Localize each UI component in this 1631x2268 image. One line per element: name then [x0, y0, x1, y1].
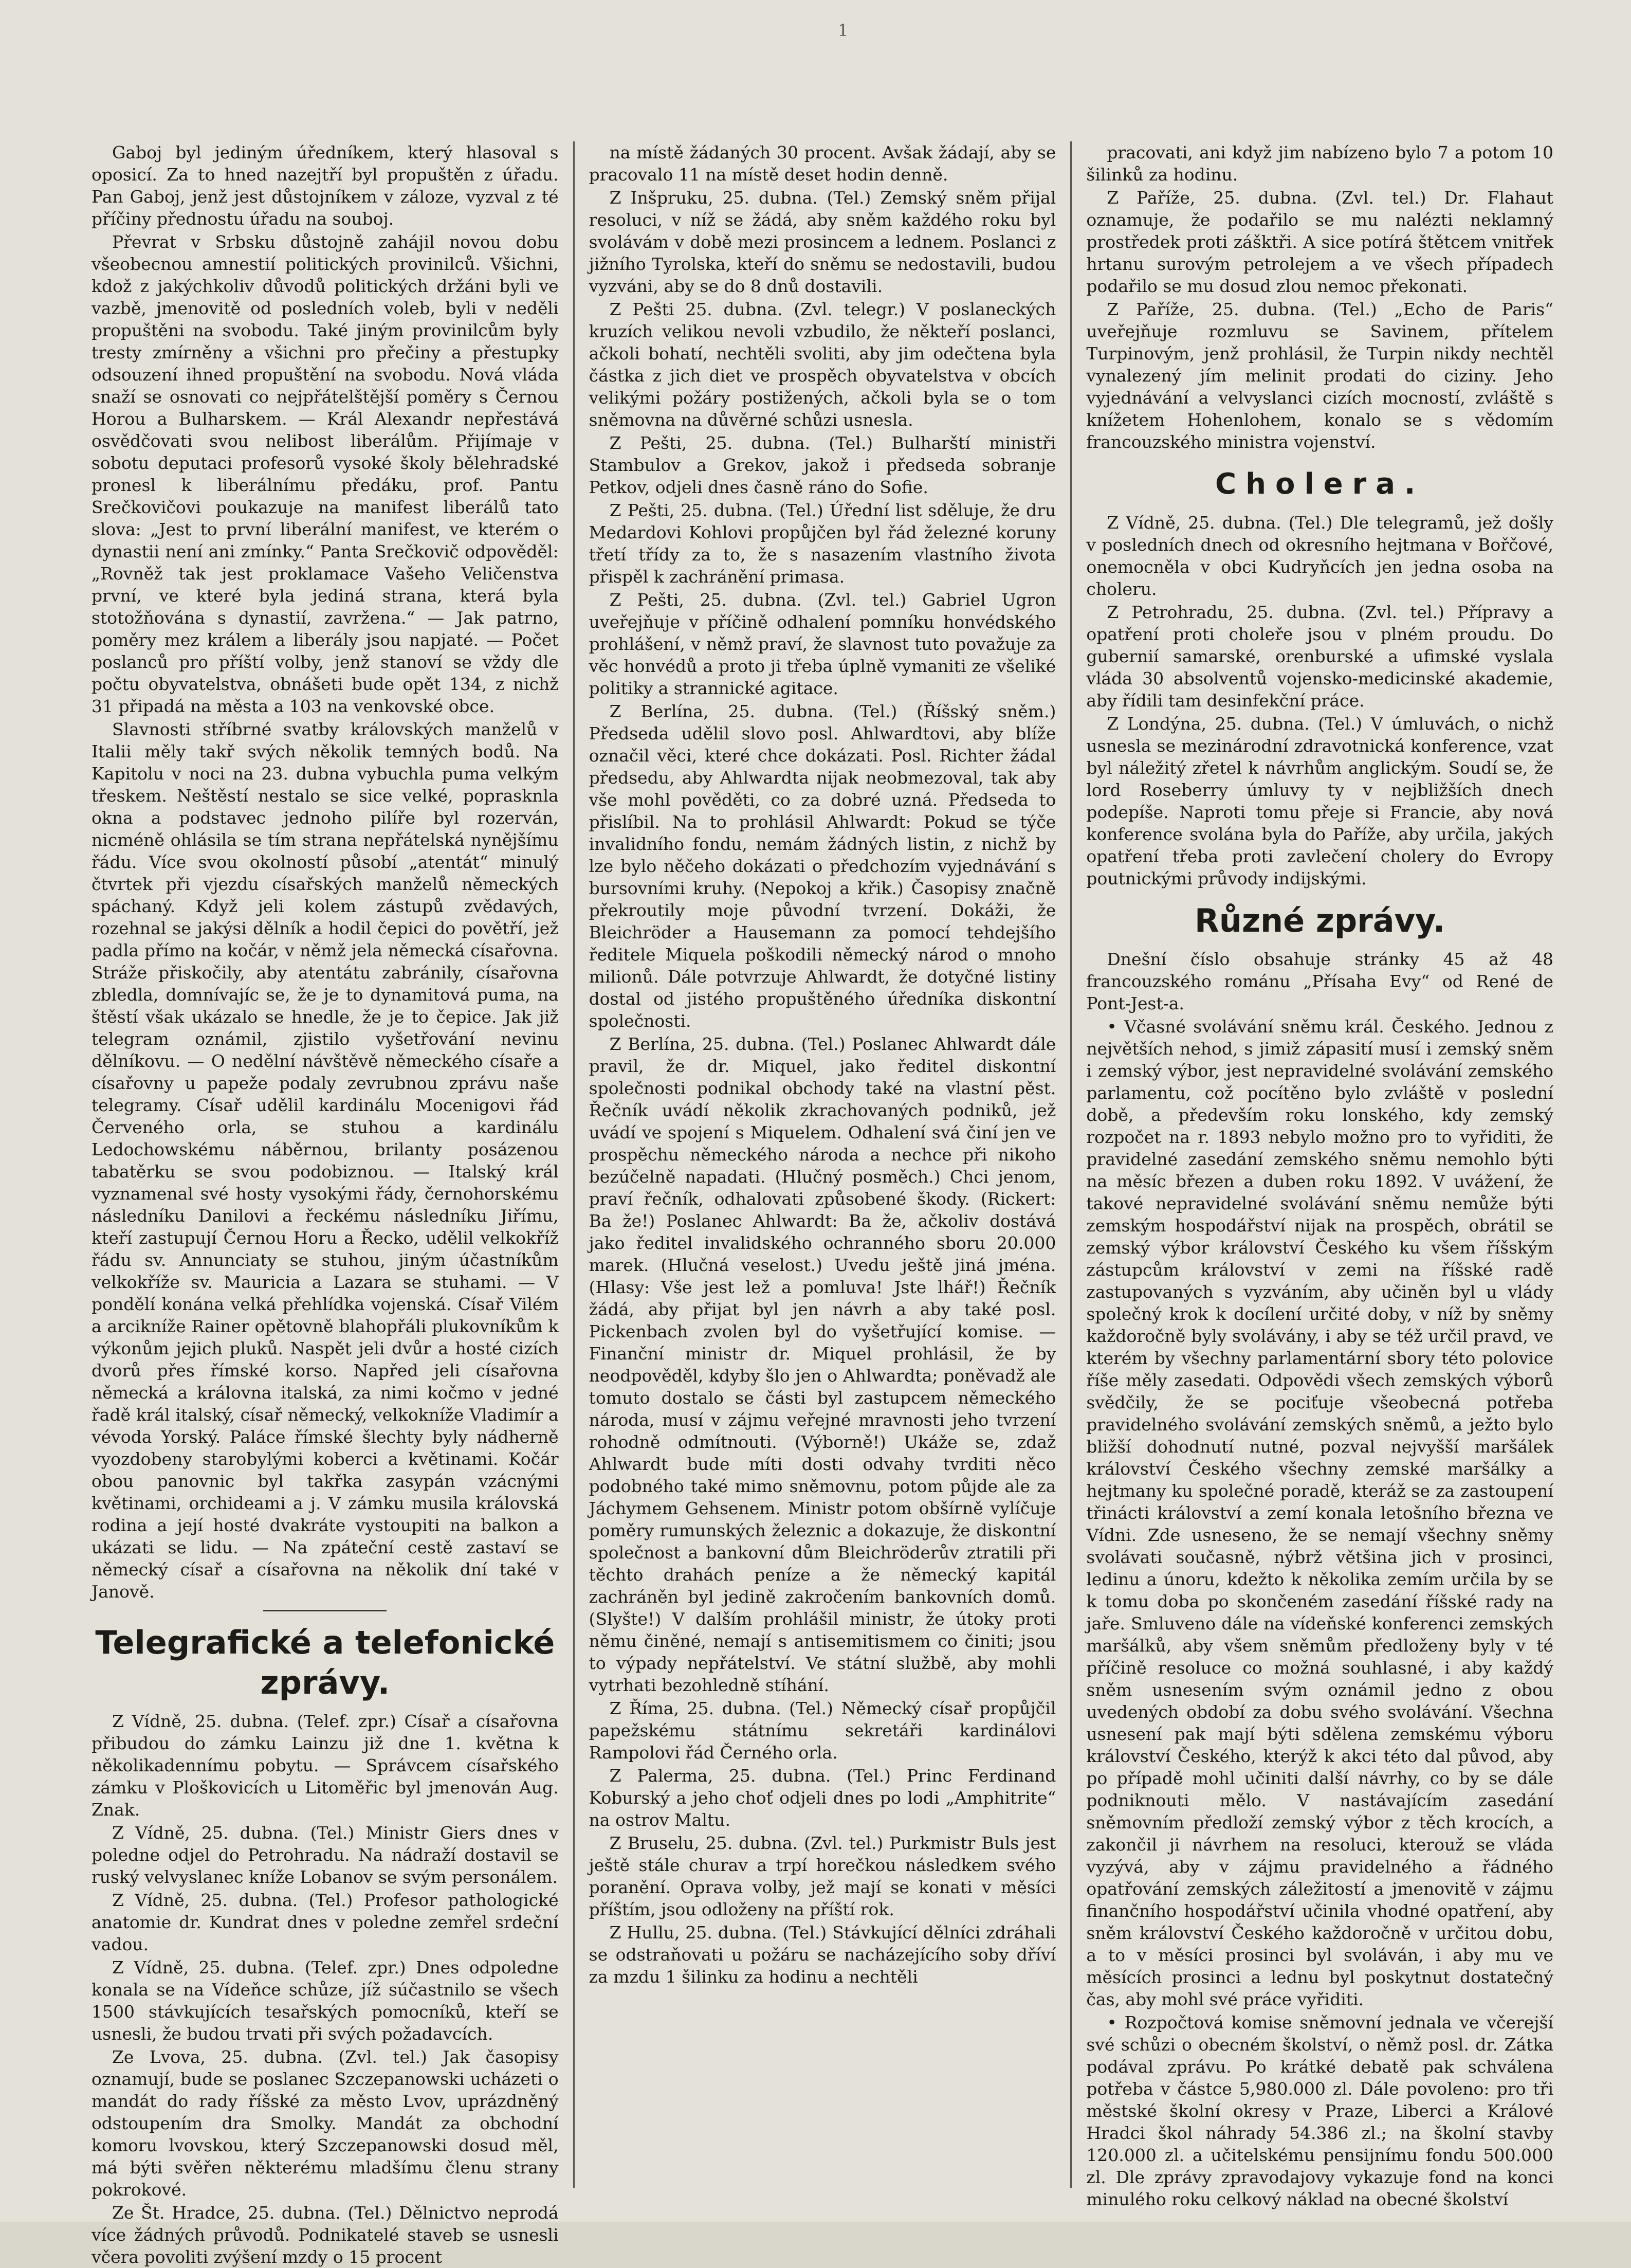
- column-3: [1070, 141, 1568, 2209]
- article-paragraph: Z Paříže, 25. dubna. (Zvl. tel.) Dr. Flahaut oznamuje, že podařilo se mu nalézti neklamný prostředek proti zášktři. A sice potírá štětcem vnitřek hrtanu surovým petrolejem a ve všech případech podařilo se mu dosud zlou nemoc překonati.: [1086, 188, 1554, 296]
- article-paragraph: Z Říma, 25. dubna. (Tel.) Německý císař propůjčil papežskému státnímu sekretáři kardinálovi Rampolovi řád Černého orla.: [589, 1698, 1056, 1763]
- section-heading: Telegrafické a telefonické zprávy.: [95, 1624, 555, 1701]
- article-paragraph: Z Pešti, 25. dubna. (Tel.) Úřední list sděluje, že dru Medardovi Kohlovi propůjčen byl řád železné koruny třetí třídy za to, že s nasazením vlastního života přispěl k zachránění primasa.: [589, 500, 1056, 587]
- article-paragraph: Z Berlína, 25. dubna. (Tel.) (Říšský sněm.) Předseda udělil slovo posl. Ahlwardtovi, aby blíže označil věci, které chce dokázati. Posl. Richter žádal předsedu, aby Ahlwardta nijak neobmezoval, tak aby vše mohl pověděti, co za dobré uzná. Předseda to přislíbil. Na to prohlásil Ahlwardt: Pokud se týče invalidního fondu, nemám žádných listin, z nichž by lze bylo něčeho dokázati o předchozím vyjednávání s bursovními kruhy. (Nepokoj a křik.) Časopisy značně překroutily moje původní tvrzení. Dokáži, že Bleichröder a Hausemann za pomocí tehdejšího ředitele Miquela poškodili německý národ o mnoho milionů. Dále potvrzuje Ahlwardt, že dotyčné listiny dostal od jistého propuštěného úředníka diskontní společnosti.: [589, 701, 1056, 1031]
- article-paragraph: Z Vídně, 25. dubna. (Telef. zpr.) Dnes odpoledne konala se na Vídeňce schůze, jíž súčastnilo se všech 1500 stávkujících tesařských pomocníků, kteří se usnesli, že budou trvati při svých požadavcích.: [91, 1957, 559, 2044]
- article-paragraph: Slavnosti stříbrné svatby královských manželů v Italii měly takř svých několik temných bodů. Na Kapitolu v noci na 23. dubna vybuchla puma velkým třeskem. Neštěstí nestalo se sice velké, poprasknla okna a podstavec jednoho pilíře byl rozerván, nicméně ohlásila se tím strana nepřátelská nynějšímu řádu. Více svou okolností působí „atentát“ minulý čtvrtek při vjezdu císařských manželů německých spáchaný. Když jeli kolem zástupů zvědavých, rozehnal se jakýsi dělník a hodil čepici do povětří, jež padla přímo na kočár, v němž jela německá císařovna. Stráže přiskočily, aby atentátu zabránily, císařovna zbledla, domnívajíc se, že je to dynamitová puma, na štěstí však ukázalo se hnedle, že je to čepice. Jak již telegram oznámil, zjistilo vyšetřování nevinu dělníkovu. — O nedělní návštěvě německého císaře a císařovny u papeže podaly zevrubnou zprávu naše telegramy. Císař udělil kardinálu Mocenigovi řád Červeného orla, se stuhou a kardinálu Ledochowskému náběrnou, brilanty posázenou tabatěrku se svou podobiznou. — Italský král vyznamenal své hosty vysokými řády, černohorskému následníku Danilovi a řeckému následníku Jiřímu, kteří zastupují Černou Horu a Řecko, udělil velkokříž řádu sv. Annunciaty se stuhou, jiným účastníkům velkokříže sv. Mauricia a Lazara se stuhami. — V pondělí konána velká přehlídka vojenská. Císař Vilém a arcikníže Rainer opětovně blahopřáli plukovníkům k výkonům jejich pluků. Naspět jeli dvůr a hosté cizích dvorů přes římské korso. Napřed jeli císařovna německá a královna italská, za nimi kočmo v jedné řadě král italský, císař německý, velkokníže Vladimír a vévoda Yorský. Paláce římské šlechty byly nádherně vyozdobeny starobylými koberci a květinami. Kočár obou panovnic byl takřka zasypán vzácnými květinami, orchideami a j. V zámku musila královská rodina a její hosté dvakráte vystoupiti na balkon a ukázati se lidu. — Na zpáteční cestě zastaví se německý císař a císařovna na několik dní také v Janově.: [91, 719, 559, 1602]
- article-paragraph: Z Vídně, 25. dubna. (Tel.) Profesor pathologické anatomie dr. Kundrat dnes v poledne zemřel srdeční vadou.: [91, 1890, 559, 1954]
- article-paragraph: Z Hullu, 25. dubna. (Tel.) Stávkující dělníci zdráhali se odstraňovati u požáru se nacházejícího soby dříví za mzdu 1 šilinku za hodinu a nechtěli: [589, 1922, 1056, 1987]
- article-paragraph: Ze Lvova, 25. dubna. (Zvl. tel.) Jak časopisy oznamují, bude se poslanec Szczepanowski ucházeti o mandát do rady říšské za město Lvov, uprázdněný odstoupením dra Smolky. Mandát za obchodní komoru lvovskou, který Szczepanowski dosud měl, má býti svěřen některému mladšímu členu strany pokrokové.: [91, 2047, 559, 2200]
- article-paragraph: Z Vídně, 25. dubna. (Telef. zpr.) Císař a císařovna přibudou do zámku Lainzu již dne 1. května k několikadennímu pobytu. — Správcem císařského zámku v Ploškovicích u Litoměřic byl jmenován Aug. Znak.: [91, 1711, 559, 1820]
- column-2: [573, 141, 1071, 2188]
- article-paragraph: Z Berlína, 25. dubna. (Tel.) Poslanec Ahlwardt dále pravil, že dr. Miquel, jako ředitel diskontní společnosti podnikal obchody také na vlastní pěst. Řečník uvádí několik zkrachovaných podniků, jež uvádí ve spojení s Miquelem. Odhalení svá činí jen ve prospěchu německého národa a nechce při nikoho bezúčelně napadati. (Hlučný posměch.) Chci jenom, praví řečník, odhalovati způsobené škody. (Rickert: Ba že!) Poslanec Ahlwardt: Ba že, ačkoliv dostává jako ředitel invalidského ochranného sboru 20.000 marek. (Hlučná veselost.) Uvedu ještě jiná jména. (Hlasy: Vše jest lež a pomluva! Jste lhář!) Řečník žádá, aby přijat byl jen návrh a aby také posl. Pickenbach zvolen byl do vyšetřující komise. — Finanční ministr dr. Miquel prohlásil, že by neodpověděl, kdyby šlo jen o Ahlwardta; poněvadž ale tomuto dostalo se části byl zastupcem německého národa, musí v zájmu veřejné mravnosti jeho tvrzení rohodně odmítnouti. (Výborně!) Ukáže se, zdaž Ahlwardt bude míti dosti odvahy tvrditi něco podobného také mimo sněmovnu, potom půjde ale za Jáchymem Gehsenem. Ministr potom obšírně vylíčuje poměry rumunských železnic a dokazuje, že diskontní společnost a bankovní dům Bleichröderův ztratili při těchto drahách peníze a že německý kapitál zachráněn byl jedině zakročením bankovních domů. (Slyšte!) V dalším prohlášil ministr, že útoky proti němu činěné, nemají s antisemitismem co činiti; jsou to výpady nepřátelství. Ve státní službě, aby mohli vytrhati bezohledně stíhání.: [589, 1034, 1056, 1695]
- article-paragraph: Ze Št. Hradce, 25. dubna. (Tel.) Dělnictvo neprodá více žádných průvodů. Podnikatelé staveb se usnesli včera povoliti zvýšení mzdy o 15 procent: [91, 2203, 559, 2267]
- column-1: [77, 141, 573, 2267]
- article-paragraph: Převrat v Srbsku důstojně zahájil novou dobu všeobecnou amnestií politických provinilců. Všichni, kdož z jakýchkoliv důvodů politických držáni byli ve vazbě, jmenovitě od posledních voleb, byli v neděli propuštěni na svobodu. Také jiným provinilcům byly tresty zmírněny a všichni pro přečiny a přestupky odsouzení ihned propuštění na svobodu. Nová vláda snaží se osnovati co nejpřátelštější poměry s Černou Horou a Bulharskem. — Král Alexandr nepřestává osvědčovati svou nelibost liberálům. Přijímaje v sobotu deputaci profesorů vysoké školy bělehradské pronesl k liberálnímu předáku, prof. Pantu Srečkovičovi poukazuje na manifest liberálů tato slova: „Jest to první liberální manifest, ve kterém o dynastii není ani zmínky.“ Panta Srečkovič odpověděl: „Rovněž tak jest proklamace Vašeho Veličenstva první, ve které byla jediná strana, která byla stotožňována s dynastií, zavržena.“ — Jak patrno, poměry mez králem a liberály jsou napjaté. — Počet poslanců pro příští volby, jenž stanoví se vždy dle počtu obyvatelstva, obnášeti bude opět 134, z nichž 31 připadá na města a 103 na venkovské obce.: [91, 232, 559, 716]
- article-paragraph: Z Inšpruku, 25. dubna. (Tel.) Zemský sněm přijal resoluci, v níž se žádá, aby sněm každého roku byl svolávám v době mezi prosincem a lednem. Poslanci z jižního Tyrolska, kteří do sněmu se nedostavili, budou vyzváni, aby se do 8 dnů dostavili.: [589, 188, 1056, 296]
- article-paragraph: Dnešní číslo obsahuje stránky 45 až 48 francouzského románu „Přísaha Evy“ od René de Pont-Jest-a.: [1086, 949, 1554, 1013]
- article-paragraph: • Včasné svolávání sněmu král. Českého. Jednou z největších nehod, s jimiž zápasití musí i zemský sněm i zemský výbor, jest nepravidelné svolávání zemského parlamentu, což pocítěno bylo zvláště v poslední době, a především roku lonského, kdy zemský rozpočet na r. 1893 nebylo možno pro to vyřiditi, že pravidelné zasedání zemského sněmu nemohlo býti na měsíc březen a duben roku 1892. V uvážení, že takové nepravidelné svolávání sněmu nemůže býti zemským hospodářství nijak na prospěch, obrátil se zemský výbor království Českého ku všem říšským zástupcům království v zemi na říšské radě zastupovaných s vyzváním, aby učiněn byl u vlády společný krok k docílení určité doby, v níž by sněmy každoročně byly svolávány, i aby se též určil pravd, ve kterém by všechny parlamentární sbory této polovice říše měly zasedati. Odpovědi všech zemských výborů svědčily, že se pociťuje všeobecná potřeba pravidelného svolávání zemských sněmů, a ježto bylo bližší dohodnutí nutné, pozval nejvyšší maršálek království Českého všechny zemské maršálky a hejtmany ku společné poradě, kteráž se za zastoupení třinácti království a zemí konala letošního března ve Vídni. Zde usneseno, že se nemají všechny sněmy svolávati současně, nýbrž většina jich v prosinci, ledinu a únoru, kdežto k několika zemím určila by se k tomu doba po skončeném zasedání říšské rady na jaře. Smluveno dále na vídeňské konferenci zemských maršálků, aby všem sněmům předloženy byly v té příčině resoluce co možná souhlasné, i aby každý sněm usnesením svým oznámil jedno z obou uvedených období za dobu svého svolávání. Všechna usnesení pak mají býti sdělena zemskému výboru království Českého, kterýž k akci této dal původ, aby po případě mohl učiniti další návrhy, co by se dále podniknouti mělo. V nastávajícím zasedání sněmovním předloží zemský výbor z těch krocích, a zakončil ji návrhem na resoluci, kterouž se vláda vyzývá, aby v zájmu pravidelného a řádného opatřování zemských záležitostí a jmenovitě v zájmu finančního hospodářství učinila vhodné opatření, aby sněm království Českého každoročně v určitou dobu, a to v měsíci prosinci byl svoláván, i aby mu ve měsících prosinci a lednu byl poskytnut dostatečný čas, aby mohl své práce vyřiditi.: [1086, 1017, 1554, 2009]
- article-paragraph: • Rozpočtová komise sněmovní jednala ve včerejší své schůzi o obecném školství, o němž posl. dr. Zátka podával zprávu. Po krátké debatě pak schválena potřeba v částce 5,980.000 zl. Dále povoleno: pro tři městské školní okresy v Praze, Liberci a Králové Hradci škol náhrady 54.386 zl.; na školní stavby 120.000 zl. a učitelskému pensijnímu fondu 500.000 zl. Dle zprávy zpravodajovy vykazuje fond na konci minulého roku celkový náklad na obecné školství: [1086, 2012, 1554, 2209]
- article-paragraph: Z Pešti, 25. dubna. (Tel.) Bulharští ministři Stambulov a Grekov, jakož i předseda sobranje Petkov, odjeli dnes časně ráno do Sofie.: [589, 433, 1056, 497]
- article-paragraph: Gaboj byl jediným úředníkem, který hlasoval s oposicí. Za to hned nazejtří byl propuštěn z úřadu. Pan Gaboj, jenž jest důstojníkem v záloze, vyzval z té příčiny přednostu úřadu na souboj.: [91, 142, 559, 229]
- article-paragraph: Z Petrohradu, 25. dubna. (Zvl. tel.) Přípravy a opatření proti choleře jsou v plném proudu. Do gubernií samarské, orenburské a ufimské vyslala vláda 30 absolventů vojensko-medicinské akademie, aby řídili tam desinfekční práce.: [1086, 602, 1554, 711]
- article-paragraph: pracovati, ani když jim nabízeno bylo 7 a potom 10 šilinků za hodinu.: [1086, 142, 1554, 185]
- article-paragraph: Z Londýna, 25. dubna. (Tel.) V úmluvách, o nichž usnesla se mezinárodní zdravotnická konference, vzat byl náležitý zřetel k návrhům anglickým. Soudí se, že lord Roseberry úmluvy ty v nejbližších dnech podepíše. Naproti tomu přeje si Francie, aby nová konference svolána byla do Paříže, aby určila, jakých opatření třeba proti zavlečení cholery do Evropy poutnickými průvody indijskými.: [1086, 714, 1554, 888]
- text-columns: [77, 141, 1568, 2267]
- section-heading: Cholera.: [1215, 467, 1425, 501]
- article-paragraph: Z Paříže, 25. dubna. (Tel.) „Echo de Paris“ uveřejňuje rozmluvu se Savinem, přítelem Turpinovým, jenž prohlásil, že Turpin nikdy nechtěl vynalezený jím melinit prodati do ciziny. Jeho vyjednávání a velvyslanci cizích mocností, zvláště s knížetem Hohenlohem, konalo se s vědomím francouzského ministra vojenství.: [1086, 299, 1554, 452]
- page-folio: 1: [838, 21, 849, 40]
- article-paragraph: Z Bruselu, 25. dubna. (Zvl. tel.) Purkmistr Buls jest ještě stále churav a trpí horečkou následkem svého poranění. Oprava volby, jež mají se konati v měsíci příštím, jsou odloženy na příští rok.: [589, 1833, 1056, 1919]
- article-paragraph: Z Pešti, 25. dubna. (Zvl. tel.) Gabriel Ugron uveřejňuje v příčině odhalení pomníku honvédského prohlášení, v němž praví, že slavnost tuto považuje za věc honvédů a proto ji třeba úplně vymaniti ze všeliké politiky a strannické agitace.: [589, 590, 1056, 698]
- section-divider: [263, 1610, 387, 1611]
- article-paragraph: na místě žádaných 30 procent. Avšak žádají, aby se pracovalo 11 na místě deset hodin denně.: [589, 142, 1056, 185]
- section-heading: Různé zprávy.: [1195, 902, 1445, 939]
- article-paragraph: Z Palerma, 25. dubna. (Tel.) Princ Ferdinand Koburský a jeho choť odjeli dnes po lodi „Amphitrite“ na ostrov Maltu.: [589, 1766, 1056, 1830]
- article-paragraph: Z Vídně, 25. dubna. (Tel.) Ministr Giers dnes v poledne odjel do Petrohradu. Na nádraží dostavil se ruský velvyslanec kníže Lobanov se svým personálem.: [91, 1823, 559, 1887]
- article-paragraph: Z Vídně, 25. dubna. (Tel.) Dle telegramů, jež došly v posledních dnech od okresního hejtmana v Bořčové, onemocněla v obci Kudryňcích jen jedna osoba na choleru.: [1086, 513, 1554, 599]
- article-paragraph: Z Pešti 25. dubna. (Zvl. telegr.) V poslaneckých kruzích velikou nevoli vzbudilo, že někteří poslanci, ačkoli bohatí, nechtěli svoliti, aby jim odečtena byla částka z jich diet ve prospěch obyvatelstva v obcích velikými požáry postižených, ačkoli byla se o tom sněmovna na důvěrné schůzi usnesla.: [589, 299, 1056, 430]
